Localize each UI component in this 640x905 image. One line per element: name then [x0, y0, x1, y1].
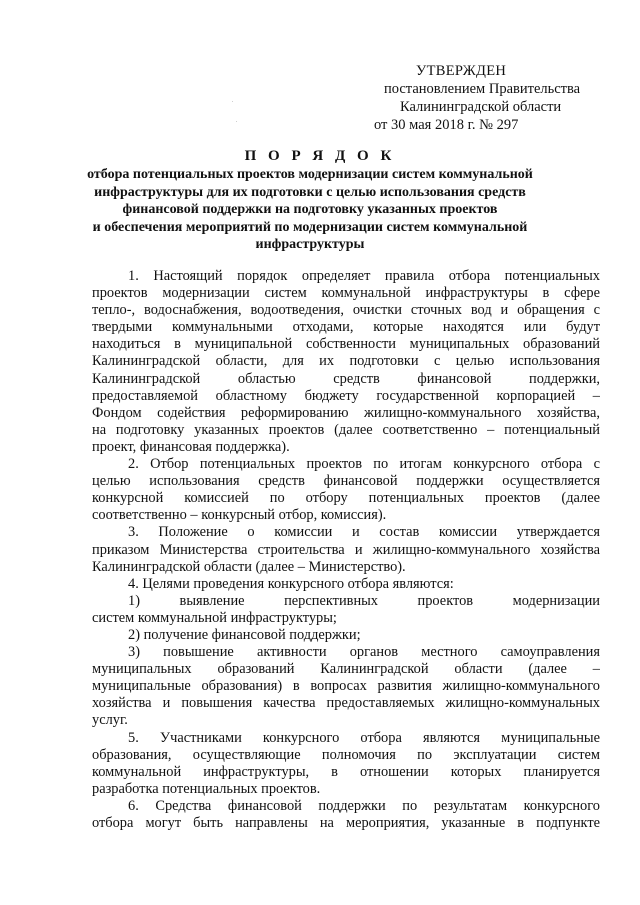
document-title: П О Р Я Д О К [244, 148, 396, 164]
body-line: проект, финансовая поддержка). [92, 438, 290, 455]
body-line: 3) повышение активности органов местного самоуправления [128, 644, 600, 661]
body-line: муниципальных образований Калининградской области (далее – [92, 661, 600, 678]
body-line: 1) выявление перспективных проектов модернизации [128, 592, 600, 609]
body-line: Калининградской области, для их подготовки с целью использования [92, 353, 600, 370]
body-line: хозяйства и повышения качества предоставляемых жилищно-коммунальных [92, 695, 600, 712]
body-line: проектов модернизации систем коммунальной инфраструктуры в сфере [92, 285, 600, 302]
subtitle-line: инфраструктуры для их подготовки с целью использования средств [94, 184, 526, 200]
body-line: 1. Настоящий порядок определяет правила отбора потенциальных [128, 268, 600, 284]
subtitle-line: и обеспечения мероприятий по модернизации систем коммунальной [92, 219, 528, 235]
document-subtitle [80, 166, 540, 254]
body-line: находиться в муниципальной собственности муниципальных образований [92, 336, 600, 353]
body-line: разработка потенциальных проектов. [92, 780, 321, 797]
body-line: тепло-, водоснабжения, водоотведения, очистки сточных вод и обращения с [92, 302, 600, 319]
approval-date-number: от 30 мая 2018 г. № 297 [374, 117, 519, 133]
subtitle-line: финансовой поддержки на подготовку указанных проектов [122, 202, 498, 217]
scan-speck [236, 121, 237, 122]
body-line: на подготовку указанных проектов (далее соответственно – потенциальный [92, 421, 600, 438]
body-line: твердыми коммунальными отходами, которые находятся или будут [92, 319, 600, 336]
body-line: Фондом содействия реформированию жилищно-коммунального хозяйства, [92, 404, 600, 421]
body-line: образования, осуществляющие полномочия по эксплуатации систем [92, 746, 600, 763]
body-line: Калининградской областью средств финансовой поддержки, [92, 370, 600, 387]
body-line: 5. Участниками конкурсного отбора являются муниципальные [128, 729, 600, 746]
body-line: 4. Целями проведения конкурсного отбора являются: [128, 575, 454, 592]
approval-region: Калининградской области [400, 99, 562, 115]
body-line: предоставляемой областному бюджету государственной корпорацией – [92, 387, 600, 404]
body-line: соответственно – конкурсный отбор, комиссия). [92, 507, 387, 524]
body-line: отбора могут быть направлены на мероприятия, указанные в подпункте [92, 815, 600, 831]
body-line: услуг. [92, 712, 128, 729]
document-body [92, 268, 600, 832]
body-line: муниципальные образования) в вопросах развития жилищно-коммунального [92, 678, 600, 695]
subtitle-line: отбора потенциальных проектов модернизации систем коммунальной [87, 167, 533, 182]
body-line: 2) получение финансовой поддержки; [128, 626, 361, 643]
body-line: приказом Министерства строительства и жилищно-коммунального хозяйства [92, 541, 600, 558]
approval-resolution: постановлением Правительства [384, 81, 581, 97]
body-line: 6. Средства финансовой поддержки по результатам конкурсного [128, 797, 600, 814]
scan-speck [232, 101, 233, 102]
subtitle-line: инфраструктуры [255, 237, 365, 252]
body-line: 3. Положение о комиссии и состав комиссии утверждается [128, 524, 600, 541]
body-line: систем коммунальной инфраструктуры; [92, 609, 337, 626]
body-line: целью использования средств финансовой поддержки осуществляется [92, 473, 600, 490]
approval-stamp [374, 62, 614, 134]
body-line: 2. Отбор потенциальных проектов по итогам конкурсного отбора с [128, 456, 600, 473]
body-line: конкурсной комиссией по отбору потенциальных проектов (далее [92, 490, 600, 507]
body-line: Калининградской области (далее – Министерство). [92, 558, 406, 575]
body-line: коммунальной инфраструктуры, в отношении которых планируется [92, 763, 600, 780]
approval-heading: УТВЕРЖДЕН [416, 63, 507, 79]
